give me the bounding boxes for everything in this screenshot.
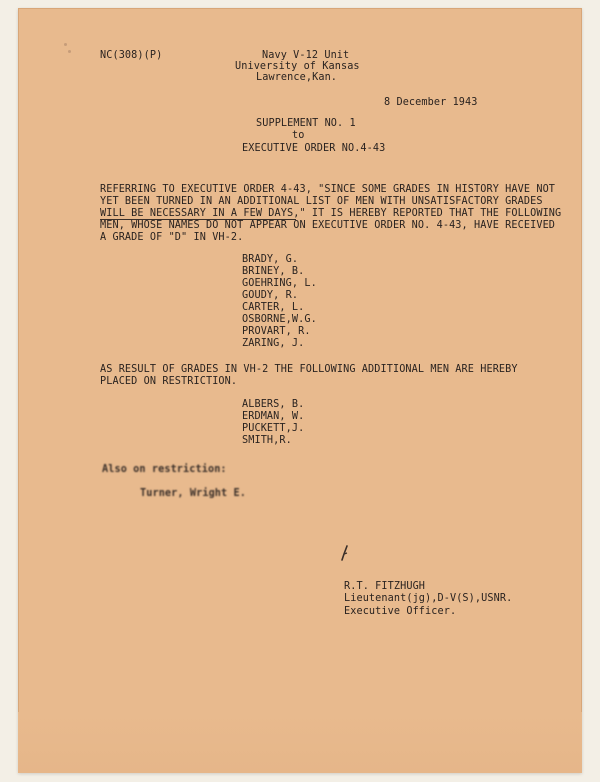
paragraph-line: REFERRING TO EXECUTIVE ORDER 4-43, "SINCE SOME GRADES IN HISTORY HAVE NOT [100, 184, 556, 195]
list-item: ERDMAN, W. [242, 411, 305, 422]
paragraph-line: YET BEEN TURNED IN AN ADDITIONAL LIST OF MEN WITH UNSATISFACTORY GRADES [100, 196, 543, 207]
header-unit: Navy V-12 Unit [262, 50, 350, 61]
paper-speck [64, 43, 67, 46]
paragraph-line: AS RESULT OF GRADES IN VH-2 THE FOLLOWING ADDITIONAL MEN ARE HEREBY [100, 364, 518, 375]
addendum-label: Also on restriction: [102, 464, 227, 475]
paragraph-line: MEN, WHOSE NAMES DO NOT APPEAR ON EXECUTIVE ORDER NO. 4-43, HAVE RECEIVED [100, 220, 556, 231]
paragraph-line: PLACED ON RESTRICTION. [100, 376, 238, 387]
list-item: CARTER, L. [242, 302, 305, 313]
list-item: BRADY, G. [242, 254, 299, 265]
signatory-name: R.T. FITZHUGH [344, 581, 426, 592]
page-lower-edge [18, 712, 582, 773]
paragraph-line: A GRADE OF "D" IN VH-2. [100, 232, 244, 243]
signatory-title: Executive Officer. [344, 606, 457, 617]
addendum-name: Turner, Wright E. [140, 488, 246, 499]
signatory-rank: Lieutenant(jg),D-V(S),USNR. [344, 593, 513, 604]
supplement-title: SUPPLEMENT NO. 1 [256, 118, 356, 129]
file-number: NC(308)(P) [100, 50, 163, 61]
paper-speck [68, 50, 71, 53]
list-item: BRINEY, B. [242, 266, 305, 277]
list-item: ZARING, J. [242, 338, 305, 349]
list-item: GOEHRING, L. [242, 278, 317, 289]
list-item: SMITH,R. [242, 435, 292, 446]
executive-order-title: EXECUTIVE ORDER NO.4-43 [242, 143, 386, 154]
paragraph-line: WILL BE NECESSARY IN A FEW DAYS," IT IS HEREBY REPORTED THAT THE FOLLOWING [100, 208, 562, 219]
title-connector: to [292, 130, 305, 141]
list-item: PROVART, R. [242, 326, 311, 337]
header-university: University of Kansas [235, 61, 360, 72]
list-item: PUCKETT,J. [242, 423, 305, 434]
header-location: Lawrence,Kan. [256, 72, 338, 83]
list-item: ALBERS, B. [242, 399, 305, 410]
document-date: 8 December 1943 [384, 97, 478, 108]
ink-mark-icon [340, 545, 350, 563]
list-item: GOUDY, R. [242, 290, 299, 301]
list-item: OSBORNE,W.G. [242, 314, 317, 325]
